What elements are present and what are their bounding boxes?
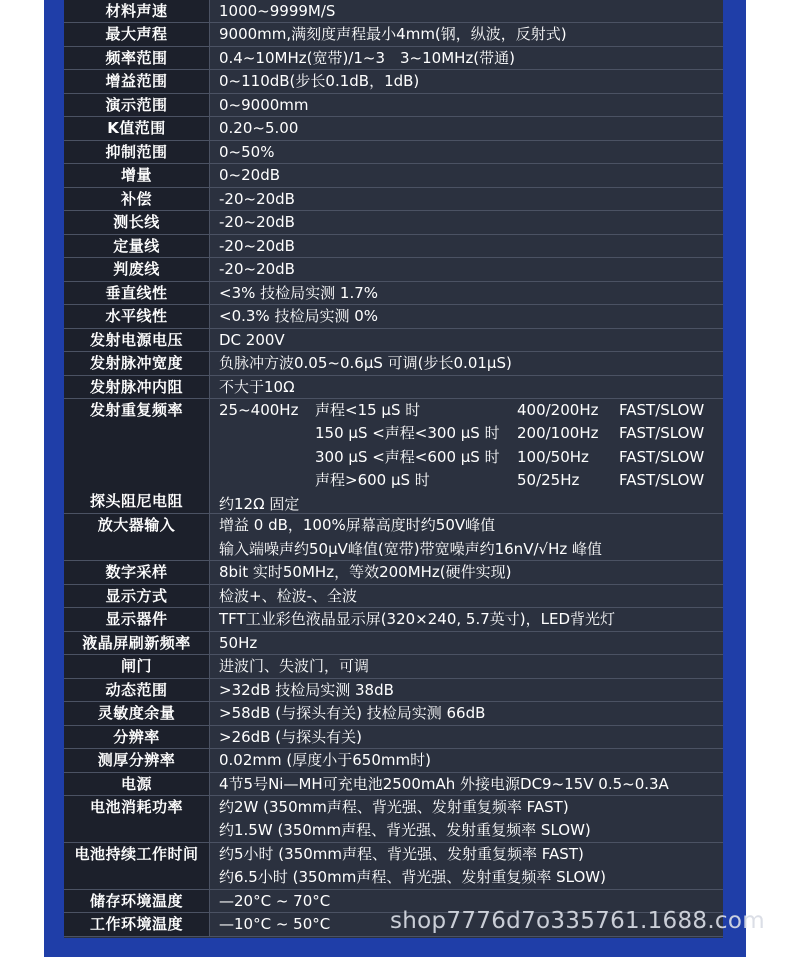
frequency-cell [219,446,315,470]
spec-row [64,211,723,234]
frequency-cell: FAST/SLOW [619,400,705,419]
spec-label: 电源 [64,773,210,795]
spec-label: 测长线 [64,211,210,233]
spec-label: 抑制范围 [64,141,210,163]
spec-value [210,70,723,92]
spec-value-line: 约1.5W (350mm声程、背光强、发射重复频率 SLOW) [219,821,591,840]
spec-value [210,211,723,233]
spec-row [64,47,723,70]
spec-label: 频率范围 [64,47,210,69]
frequency-line [219,399,723,423]
spec-value-line: 约2W (350mm声程、背光强、发射重复频率 FAST) [219,797,569,816]
spec-value [210,94,723,116]
spec-value-line: 0.20~5.00 [219,119,299,138]
spec-value-line: 0.02mm (厚度小于650mm时) [219,751,431,770]
spec-label: 探头阻尼电阻 [89,492,183,511]
shop-watermark: shop7776d7o335761.1688.com [390,908,765,934]
spec-value-line: 8bit 实时50MHz，等效200MHz(硬件实现) [219,563,512,582]
spec-label: 储存环境温度 [64,890,210,912]
spec-value-line: 1000~9999M/S [219,2,336,20]
spec-value-line: 约5小时 (350mm声程、背光强、发射重复频率 FAST) [219,844,584,863]
spec-label: 闸门 [64,655,210,677]
spec-value-line: 0~20dB [219,166,281,185]
spec-value-line: -20~20dB [219,189,295,208]
spec-row [64,235,723,258]
spec-value [210,514,723,560]
spec-row [64,585,723,608]
spec-label: 发射重复频率 [89,400,183,419]
spec-value-line: —20°C ~ 70°C [219,891,331,910]
spec-row [64,632,723,655]
frequency-cell [219,469,315,493]
spec-label: 材料声速 [64,0,210,22]
spec-row [64,141,723,164]
spec-row [64,70,723,93]
spec-label: 测厚分辨率 [64,749,210,771]
frequency-cell: 100/50Hz [517,447,589,466]
spec-value [210,702,723,724]
spec-value-line: 4节5号Ni—MH可充电池2500mAh 外接电源DC9~15V 0.5~0.3A [219,774,669,793]
spec-label: 增益范围 [64,70,210,92]
spec-row [64,282,723,305]
spec-label: 判废线 [64,258,210,280]
frequency-cell [219,422,315,446]
spec-value [210,376,723,398]
spec-value [210,164,723,186]
spec-value-line: 0~110dB(步长0.1dB，1dB) [219,72,420,91]
spec-row [64,94,723,117]
spec-value-line: —10°C ~ 50°C [219,915,331,934]
spec-row [64,352,723,375]
spec-value [210,796,723,842]
spec-value [210,117,723,139]
spec-row [64,376,723,399]
spec-label: 增量 [64,164,210,186]
spec-label: 灵敏度余量 [64,702,210,724]
spec-label: 显示器件 [64,608,210,630]
spec-label: 补偿 [64,188,210,210]
spec-row [64,726,723,749]
frequency-cell: FAST/SLOW [619,447,705,466]
spec-value-line: 不大于10Ω [219,377,295,396]
spec-value-line: 约6.5小时 (350mm声程、背光强、发射重复频率 SLOW) [219,868,606,887]
spec-row [64,329,723,352]
frequency-cell: 声程<15 μS 时 [315,400,421,419]
spec-value-line: 9000mm,满刻度声程最小4mm(钢，纵波，反射式) [219,25,567,44]
spec-row [64,702,723,725]
spec-value [210,352,723,374]
spec-row [64,773,723,796]
spec-value [210,608,723,630]
spec-label-group [64,399,210,513]
spec-row [64,305,723,328]
spec-value-line: 进波门、失波门，可调 [219,657,370,676]
spec-row [64,608,723,631]
frequency-cell: 150 μS <声程<300 μS 时 [315,424,500,443]
spec-row [64,843,723,890]
spec-label: 水平线性 [64,305,210,327]
spec-label: 显示方式 [64,585,210,607]
spec-row [64,258,723,281]
spec-value [210,141,723,163]
spec-label: 放大器输入 [64,514,210,560]
spec-value-line: >58dB (与探头有关) 技检局实测 66dB [219,704,486,723]
spec-value [210,749,723,771]
frequency-line [219,446,723,470]
spec-value [210,585,723,607]
spec-label: 液晶屏刷新频率 [64,632,210,654]
spec-value [210,632,723,654]
spec-row [64,561,723,584]
spec-value-line: 输入端噪声约50μV峰值(宽带)带宽噪声约16nV/√Hz 峰值 [219,539,602,558]
spec-value [210,23,723,45]
frequency-line [219,469,723,493]
spec-value-line: 0~50% [219,142,275,161]
frequency-cell: 25~400Hz [219,400,299,419]
frequency-cell: FAST/SLOW [619,471,705,490]
spec-value-line: -20~20dB [219,236,295,255]
spec-label: 分辨率 [64,726,210,748]
frequency-cell: 200/100Hz [517,424,599,443]
spec-label: 数字采样 [64,561,210,583]
spec-value-line: 约12Ω 固定 [219,494,300,513]
spec-value [210,188,723,210]
frequency-cell: 声程>600 μS 时 [315,471,430,490]
spec-value-line: 增益 0 dB，100%屏幕高度时约50V峰值 [219,516,496,535]
spec-label: 电池持续工作时间 [64,843,210,889]
spec-value [210,0,723,22]
spec-row-repeat-frequency [64,399,723,514]
spec-row [64,188,723,211]
spec-value-line: 0.4~10MHz(宽带)/1~3 3~10MHz(带通) [219,48,516,67]
spec-label: 发射脉冲宽度 [64,352,210,374]
spec-value [210,47,723,69]
frequency-cell: 50/25Hz [517,471,580,490]
spec-value-line: 50Hz [219,633,258,652]
spec-label: K值范围 [64,117,210,139]
spec-row [64,749,723,772]
spec-value-line: 0~9000mm [219,95,309,114]
spec-value-line: <3% 技检局实测 1.7% [219,283,379,302]
frequency-cell: FAST/SLOW [619,424,705,443]
spec-value-line: 检波+、检波-、全波 [219,586,357,605]
spec-label: 定量线 [64,235,210,257]
frequency-line [219,422,723,446]
spec-row [64,679,723,702]
frequency-cell: 400/200Hz [517,400,599,419]
spec-row [64,514,723,561]
spec-value [210,258,723,280]
spec-value [210,726,723,748]
spec-label: 发射脉冲内阻 [64,376,210,398]
spec-row [64,0,723,23]
spec-label: 动态范围 [64,679,210,701]
spec-value [210,305,723,327]
spec-value [210,843,723,889]
spec-row [64,655,723,678]
spec-value-line: -20~20dB [219,213,295,232]
spec-value [210,235,723,257]
spec-label: 电池消耗功率 [64,796,210,842]
spec-row [64,23,723,46]
spec-value [210,655,723,677]
spec-value [210,282,723,304]
spec-value [210,399,723,513]
frequency-cell: 300 μS <声程<600 μS 时 [315,447,500,466]
spec-value-line: <0.3% 技检局实测 0% [219,307,379,326]
spec-row [64,164,723,187]
spec-value-line: 负脉冲方波0.05~0.6μS 可调(步长0.01μS) [219,354,512,373]
spec-row [64,117,723,140]
spec-label: 演示范围 [64,94,210,116]
spec-value-line: >26dB (与探头有关) [219,727,362,746]
spec-row [64,796,723,843]
spec-label: 发射电源电压 [64,329,210,351]
spec-value-line: DC 200V [219,330,285,349]
spec-value [210,561,723,583]
spec-value [210,679,723,701]
spec-value-line: TFT工业彩色液晶显示屏(320×240, 5.7英寸)，LED背光灯 [219,610,616,629]
spec-value [210,329,723,351]
spec-value [210,773,723,795]
spec-label: 垂直线性 [64,282,210,304]
spec-value-line: >32dB 技检局实测 38dB [219,680,394,699]
spec-label: 工作环境温度 [64,913,210,935]
spec-value-line: -20~20dB [219,260,295,279]
spec-label: 最大声程 [64,23,210,45]
